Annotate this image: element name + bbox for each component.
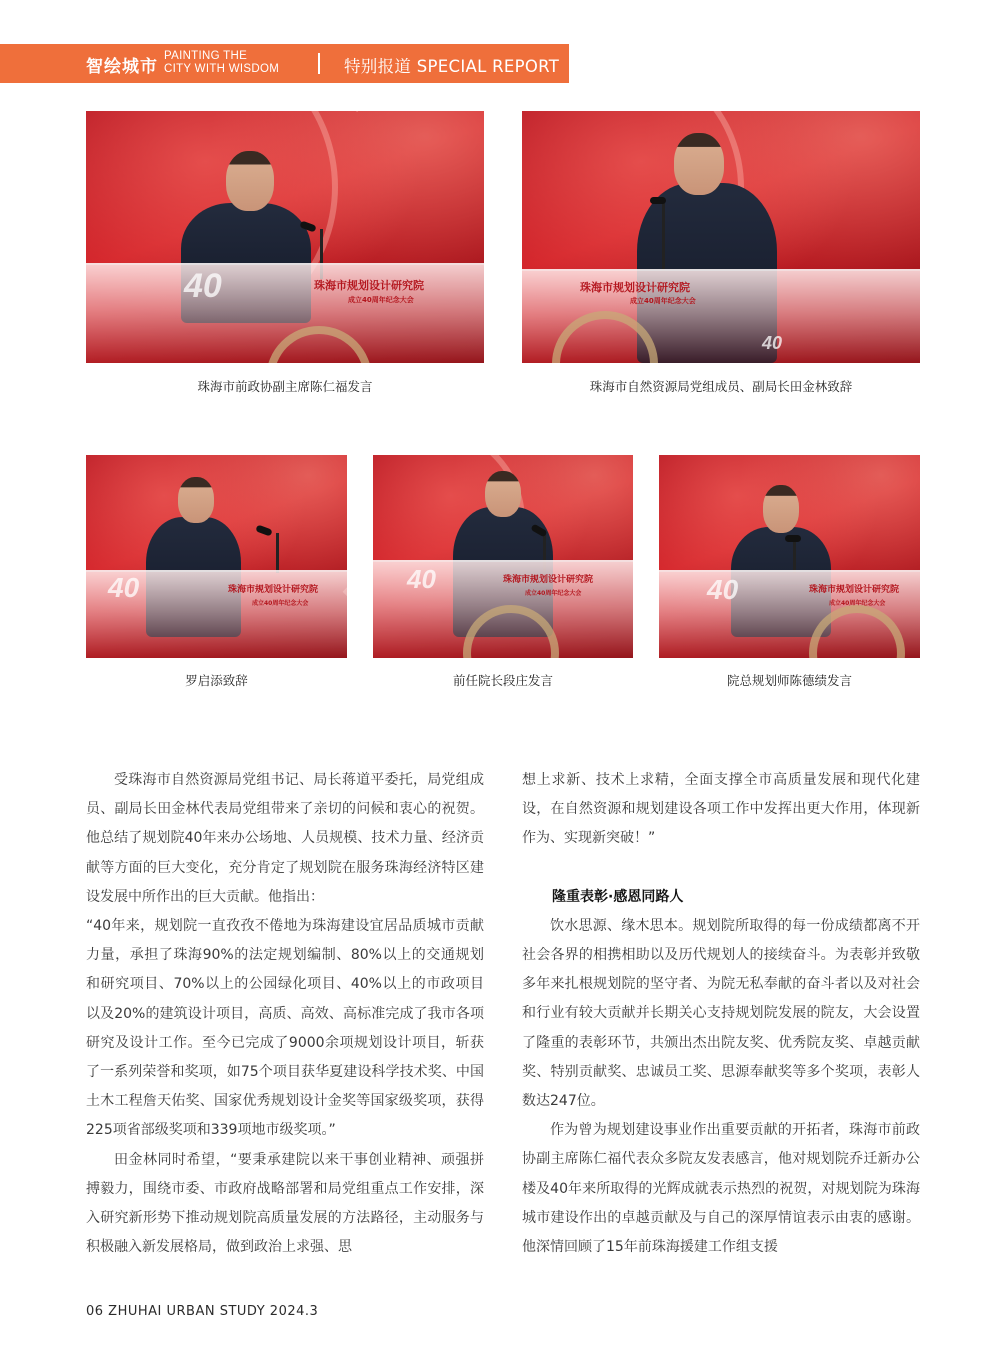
article-paragraph: 作为曾为规划建设事业作出重要贡献的开拓者，珠海市前政协副主席陈仁福代表众多院友发表感言，他对规划院乔迁新办公楼及40年来所取得的光辉成就表示热烈的祝贺，对规划院为珠海城市建设作出的卓越贡献及与自己的深厚情谊表示由衷的感谢。他深情回顾了15年前珠海援建工作组支援	[522, 1122, 920, 1256]
photo-caption-4: 前任院长段庄发言	[452, 673, 553, 688]
speaker-head	[178, 477, 214, 523]
podium-anniversary-text: 成立40周年纪念大会	[630, 297, 696, 305]
podium-institute-name: 珠海市规划设计研究院	[809, 585, 900, 595]
paragraph-spacer	[522, 854, 920, 883]
brand-title-en	[164, 50, 279, 76]
photo-speaker-4	[373, 455, 633, 658]
photo-speaker-5	[659, 455, 920, 658]
photo-speaker-3	[86, 455, 347, 658]
photo-caption-3: 罗启添致辞	[185, 673, 248, 688]
article-paragraph: 想上求新、技术上求精，全面支撑全市高质量发展和现代化建设，在自然资源和规划建设各项工作中发挥出更大作用，体现新作为、实现新突破！”	[522, 772, 920, 847]
article-right-column	[522, 766, 920, 1262]
podium-anniversary-text: 成立40周年纪念大会	[252, 600, 309, 607]
microphone-stand	[662, 201, 665, 271]
speaker-head	[763, 485, 799, 533]
article-quote: “40年来，规划院一直孜孜不倦地为珠海建设宜居品质城市贡献力量，承担了珠海90%的法定规划编制、80%以上的交通规划和研究项目、70%以上的公园绿化项目、40%以上的市政项目以及20%的建筑设计项目，高质、高效、高标准完成了我市各项研究及设计工作。至今已完成了9000余项规划设计项目，斩获了一系列荣誉和奖项，如75个项目获华夏建设科学技术奖、中国土木工程詹天佑奖、国家优秀规划设计金奖等国家级奖项，获得225项省部级奖项和339项地市级奖项。”	[86, 918, 484, 1139]
podium-institute-name: 珠海市规划设计研究院	[228, 585, 319, 595]
podium-institute-name: 珠海市规划设计研究院	[503, 575, 594, 585]
podium-40-logo: 40	[762, 333, 783, 353]
speaker-head	[485, 471, 521, 517]
page-footer: 06 ZHUHAI URBAN STUDY 2024.3	[86, 1304, 319, 1319]
speaker-head	[226, 151, 274, 211]
photo-caption-2: 珠海市自然资源局党组成员、副局长田金林致辞	[589, 379, 853, 394]
article-subheading: 隆重表彰·感恩同路人	[552, 888, 684, 905]
podium-40-logo: 40	[108, 572, 140, 603]
podium-institute-name: 珠海市规划设计研究院	[580, 281, 690, 294]
article-paragraph: 受珠海市自然资源局党组书记、局长蒋道平委托，局党组成员、副局长田金林代表局党组带来了亲切的问候和衷心的祝贺。他总结了规划院40年来办公场地、人员规模、技术力量、经济贡献等方面的巨大变化，充分肯定了规划院在服务珠海经济特区建设发展中所作出的巨大贡献。他指出：	[86, 772, 484, 905]
section-label: 特别报道 SPECIAL REPORT	[344, 57, 560, 76]
photo-speaker-2	[522, 111, 920, 363]
microphone-icon	[785, 535, 801, 542]
photo-caption-1: 珠海市前政协副主席陈仁福发言	[197, 379, 373, 394]
brand-en-line1: PAINTING THE	[164, 50, 248, 62]
speaker-head	[674, 133, 724, 195]
podium-institute-name: 珠海市规划设计研究院	[314, 279, 424, 292]
article-paragraph: 饮水思源、缘木思本。规划院所取得的每一份成绩都离不开社会各界的相携相助以及历代规划人的接续奋斗。为表彰并致敬多年来扎根规划院的坚守者、为院无私奉献的奋斗者以及对社会和行业有较大贡献并长期关心支持规划院发展的院友，大会设置了隆重的表彰环节，共颁出杰出院友奖、优秀院友奖、卓越贡献奖、特别贡献奖、忠诚员工奖、思源奉献奖等多个奖项，表彰人数达247位。	[522, 917, 920, 1110]
microphone-icon	[650, 197, 666, 204]
article-paragraph: 田金林同时希望，“要秉承建院以来干事创业精神、顽强拼搏毅力，围绕市委、市政府战略部署和局党组重点工作安排，深入研究新形势下推动规划院高质量发展的方法路径，主动服务与积极融入新发展格局，做到政治上求强、思	[86, 1151, 484, 1256]
article-left-column	[86, 766, 484, 1262]
brand-title-cn: 智绘城市	[86, 57, 158, 77]
section-header-band	[0, 44, 569, 83]
microphone-stand	[276, 533, 279, 573]
header-divider	[318, 53, 320, 74]
microphone-stand	[793, 539, 796, 573]
brand-en-line2: CITY WITH WISDOM	[164, 63, 280, 75]
podium-40-logo: 40	[407, 564, 436, 594]
podium-40-logo: 40	[707, 574, 739, 605]
podium	[86, 570, 347, 658]
podium-anniversary-text: 成立40周年纪念大会	[348, 296, 414, 304]
photo-decor-arc	[772, 111, 920, 273]
podium-40-logo: 40	[184, 267, 222, 305]
photo-caption-5: 院总规划师陈德绩发言	[726, 673, 852, 688]
podium-anniversary-text: 成立40周年纪念大会	[525, 590, 582, 597]
podium-anniversary-text: 成立40周年纪念大会	[829, 600, 886, 607]
photo-speaker-1	[86, 111, 484, 363]
